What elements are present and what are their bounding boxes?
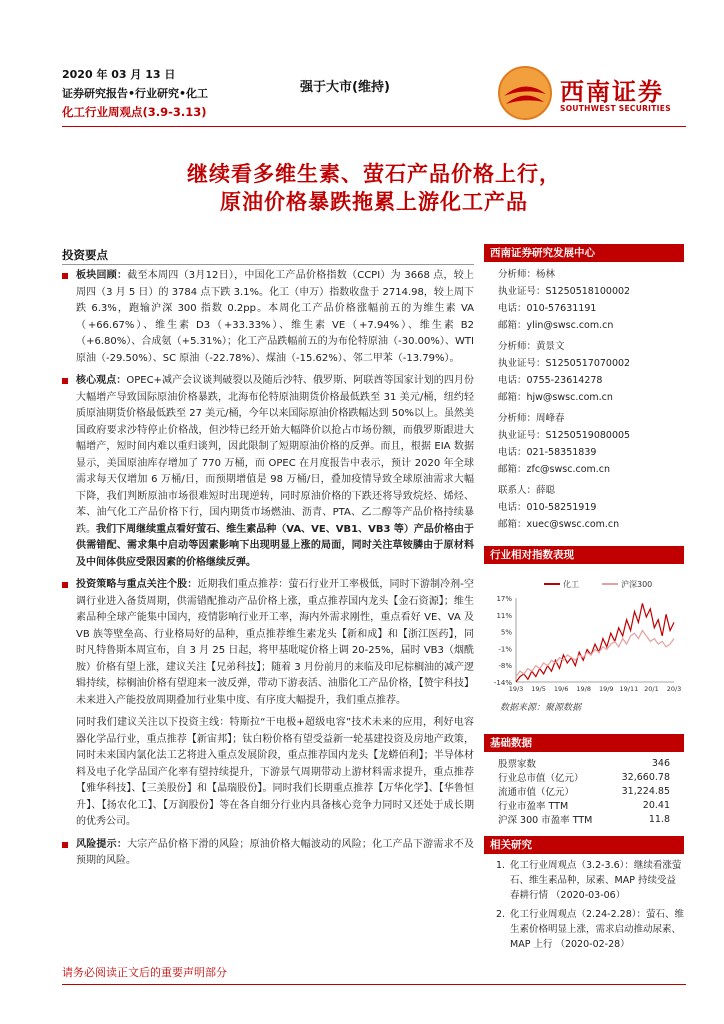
para-head: 核心观点： bbox=[76, 375, 127, 386]
report-date: 2020 年 03 月 13 日 bbox=[62, 68, 176, 81]
related-text: 化工行业周观点（3.2-3.6）：继续看涨萤石、维生素品种，尿素、MAP 持续受益春耕行情 （2020-03-06） bbox=[510, 860, 682, 901]
row-key: 沪深 300 市盈率 TTM bbox=[498, 815, 593, 826]
para-core-view bbox=[62, 373, 474, 571]
x-tick-label: 19/3 bbox=[508, 685, 524, 693]
industry-rating: 强于大市(维持) bbox=[300, 80, 390, 95]
relative-index-chart bbox=[484, 564, 684, 694]
table-row bbox=[484, 798, 684, 812]
related-title: 相关研究 bbox=[484, 836, 684, 854]
table-row bbox=[484, 770, 684, 784]
legend-label: 化工 bbox=[563, 580, 579, 589]
contact-tel: 电话：010-58251919 bbox=[498, 502, 597, 513]
analyst-cert: 执业证号：S1250518100002 bbox=[498, 286, 631, 297]
related-item[interactable] bbox=[484, 907, 684, 952]
brand-logo-icon bbox=[496, 64, 554, 122]
key-points bbox=[62, 268, 474, 876]
bullet-icon bbox=[62, 842, 68, 848]
analyst-tel: 电话：021-58351839 bbox=[498, 447, 597, 458]
brand-name-en: SOUTHWEST SECURITIES bbox=[560, 104, 671, 113]
para-investment-lines bbox=[62, 715, 474, 831]
analyst-mail[interactable]: 邮箱：hjw@swsc.com.cn bbox=[498, 392, 613, 403]
para-risk bbox=[62, 837, 474, 870]
report-title-line1: 继续看多维生素、萤石产品价格上行， bbox=[187, 161, 561, 186]
para-head: 投资策略与重点关注个股： bbox=[76, 579, 198, 590]
y-tick-label: -1% bbox=[498, 645, 512, 654]
y-tick-label: 5% bbox=[500, 628, 512, 637]
base-data-table bbox=[484, 756, 684, 826]
x-tick-label: 19/8 bbox=[576, 685, 592, 693]
chart-title: 行业相对指数表现 bbox=[484, 546, 684, 564]
x-tick-label: 19/6 bbox=[553, 685, 569, 693]
analyst-mail[interactable]: 邮箱：zfc@swsc.com.cn bbox=[498, 464, 611, 475]
related-text: 化工行业周观点（2.24-2.28）：萤石、维生素价格明显上涨，需求启动推动尿素、MAP 上行 （2020-02-28） bbox=[510, 909, 684, 950]
para-text: 大宗产品价格下滑的风险；原油价格大幅波动的风险；化工产品下游需求不及预期的风险。 bbox=[76, 838, 475, 866]
base-data-panel bbox=[484, 734, 684, 826]
analyst-name: 分析师：周峰春 bbox=[498, 413, 565, 424]
table-row bbox=[484, 812, 684, 826]
y-tick-label: 11% bbox=[496, 611, 512, 620]
x-tick-label: 19/5 bbox=[531, 685, 546, 693]
weekly-title: 化工行业周观点(3.9-3.13) bbox=[62, 105, 207, 119]
analyst-cert: 执业证号：S1250519080005 bbox=[498, 430, 631, 441]
x-tick-label: 20/1 bbox=[644, 685, 659, 693]
analyst-panel bbox=[484, 244, 684, 533]
disclaimer-note: 请务必阅读正文后的重要声明部分 bbox=[62, 966, 227, 979]
x-tick-label: 19/9 bbox=[598, 685, 614, 693]
analyst-cert: 执业证号：S1250517070002 bbox=[498, 358, 631, 369]
para-text: 近期我们重点推荐：萤石行业开工率极低，同时下游制冷剂-空调行业进入备货周期，供需错配推动产品价格上涨，重点推荐国内龙头【金石资源】；维生素品种全球产能集中国内，疫情影响行业开工率，海内外需求刚性，重点看好 VE、VA 及 VB 族等壁垒高、行业格局好的品种，重点推荐维生素龙头【新和成】和【浙江医药】，同时凡特鲁斯本周宣布，自 3 月 25 日起，将甲基吡啶价格上调 20-25%，届时 VB3（烟酰胺）价格有望上涨，建议关注【兄弟科技】；随着 3 月份前月的来临及印尼棕榈油的减产逻辑持续，棕榈油价格有望迎来一波反弹，带动下游表活、油脂化工产品价格，【赞宇科技】未来进入产能投放周期叠加行业集中度、有序度大幅提升，我们重点推荐。 bbox=[76, 579, 475, 706]
row-key: 流通市值（亿元） bbox=[498, 787, 575, 798]
analyst-tel: 电话：010-57631191 bbox=[498, 303, 597, 314]
para-bold-tail: 我们下周继续重点看好萤石、维生素品种（VA、VE、VB1、VB3 等）产品价格由于供需错配、需求集中启动等因素影响下出现明显上涨的局面，同时关注草铵膦由于原材料及中间体供应受限因素的价格继续反弹。 bbox=[76, 523, 474, 568]
contact-name: 联系人：薛聪 bbox=[498, 485, 556, 496]
y-tick-label: -14% bbox=[493, 679, 512, 687]
row-value: 20.41 bbox=[642, 799, 670, 811]
row-value: 346 bbox=[651, 757, 670, 769]
y-tick-label: 17% bbox=[496, 595, 512, 603]
para-text: 截至本周四（3月12日），中国化工产品价格指数（CCPI）为 3668 点，较上周四（3 月 5 日）的 3784 点下跌 3.1%。化工（申万）指数收盘于 2714.98，较上周下跌 6.3%，跑输沪深 300 指数 0.2pp。本周化工产品价格涨幅前五的为维生素 VA（+66.67%）、维生素 D3（+33.33%）、维生素 VE（+7.94%）、维生素 B2（+6.80%）、合成氨（+5.31%）；化工产品跌幅前五的为布伦特原油（-30.00%）、WTI 原油（-29.50%）、SC 原油（-22.78%）、煤油（-15.62%）、邻二甲苯（-13.79%）。 bbox=[76, 270, 475, 364]
para-text: OPEC+减产会议谈判破裂以及随后沙特、俄罗斯、阿联酋等国家计划的四月份大幅增产导致国际原油价格暴跌，北海布伦特原油期货价格最低跌至 31 美元/桶，纽约轻质原油期货价格最低跌至 27 美元/桶，今年以来国际原油价格跌幅达到 50%以上。虽然美国政府要求沙特停止价格战，但沙特已经开始大幅降价以抢占市场份额，而俄罗斯跟进大幅增产，短时间内难以重归谈判，因此限制了短期原油价格的反弹。而且，根据 EIA 数据显示，美国原油库存增加了 770 万桶，而 OPEC 在月度报告中表示，预计 2020 年全球需求每天仅增加 6 万桶/日，而预期增值是 98 万桶/日，叠加疫情导致全球原油需求大幅下降，我们判断原油市场很难短时出现逆转，同时原油价格的下跌还将导致烷烃、烯烃、苯、油气化工产品价格下行，国内期货市场燃油、沥青、PTA、乙二醇等产品价格持续暴跌。 bbox=[76, 375, 474, 535]
y-tick-label: -8% bbox=[498, 662, 512, 671]
brand-name: 西南证券 bbox=[560, 77, 664, 106]
section-title: 投资要点 bbox=[62, 248, 108, 262]
report-title-line2: 原油价格暴跌拖累上游化工产品 bbox=[220, 189, 528, 214]
table-row bbox=[484, 756, 684, 770]
bullet-icon bbox=[62, 378, 68, 384]
report-type: 证券研究报告•行业研究•化工 bbox=[62, 87, 209, 100]
contact-mail[interactable]: 邮箱：xuec@swsc.com.cn bbox=[498, 519, 620, 530]
related-research-panel bbox=[484, 836, 684, 952]
series-line-化工 bbox=[516, 603, 674, 682]
table-row bbox=[484, 784, 684, 798]
analyst-mail[interactable]: 邮箱：ylin@swsc.com.cn bbox=[498, 320, 614, 331]
chart-source: 数据来源：聚源数据 bbox=[500, 703, 582, 713]
header-divider bbox=[62, 126, 686, 127]
legend-label: 沪深300 bbox=[621, 580, 653, 589]
row-key: 行业总市值（亿元） bbox=[498, 773, 584, 784]
bullet-icon bbox=[62, 582, 68, 588]
row-key: 行业市盈率 TTM bbox=[498, 801, 569, 812]
x-tick-label: 20/3 bbox=[666, 685, 682, 693]
footer-divider bbox=[62, 984, 686, 985]
para-head: 风险提示： bbox=[76, 838, 128, 850]
x-tick-label: 19/11 bbox=[619, 685, 639, 693]
bullet-icon bbox=[62, 273, 68, 279]
relative-index-panel bbox=[484, 546, 684, 713]
related-number: 2. bbox=[496, 909, 506, 920]
section-divider bbox=[62, 264, 474, 265]
para-strategy bbox=[62, 577, 474, 709]
analyst-panel-title: 西南证券研究发展中心 bbox=[484, 244, 684, 262]
row-key: 股票家数 bbox=[498, 759, 537, 770]
analyst-tel: 电话：0755-23614278 bbox=[498, 375, 603, 386]
para-review bbox=[62, 268, 474, 367]
para-head: 板块回顾： bbox=[76, 270, 128, 281]
related-item[interactable] bbox=[484, 858, 684, 903]
analyst-name: 分析师：黄景文 bbox=[498, 341, 565, 352]
analyst-name: 分析师：杨林 bbox=[498, 269, 556, 280]
para-text: 同时我们建议关注以下投资主线：特斯拉“干电极+超级电容”技术未来的应用，利好电容器化学品行业，重点推荐【新宙邦】；钛白粉价格有望受益新一轮基建投资及房地产政策，同时未来国内氯化法工艺将进入重点发展阶段，重点推荐国内龙头【龙蟒佰利】；半导体材料及电子化学品国产化率有望持续提升，下游景气周期带动上游材料需求提升，重点推荐【雅华科技】、【三美股份】和【晶瑞股份】。同时我们长期重点推荐【万华化学】、【华鲁恒升】、【扬农化工】、【万润股份】等在各自细分行业内具备核心竞争力同时又还处于成长期的优秀公司。 bbox=[76, 717, 474, 827]
related-number: 1. bbox=[496, 860, 506, 871]
row-value: 31,224.85 bbox=[621, 785, 670, 797]
row-value: 11.8 bbox=[648, 813, 670, 825]
row-value: 32,660.78 bbox=[621, 771, 670, 783]
base-data-title: 基础数据 bbox=[484, 734, 684, 752]
